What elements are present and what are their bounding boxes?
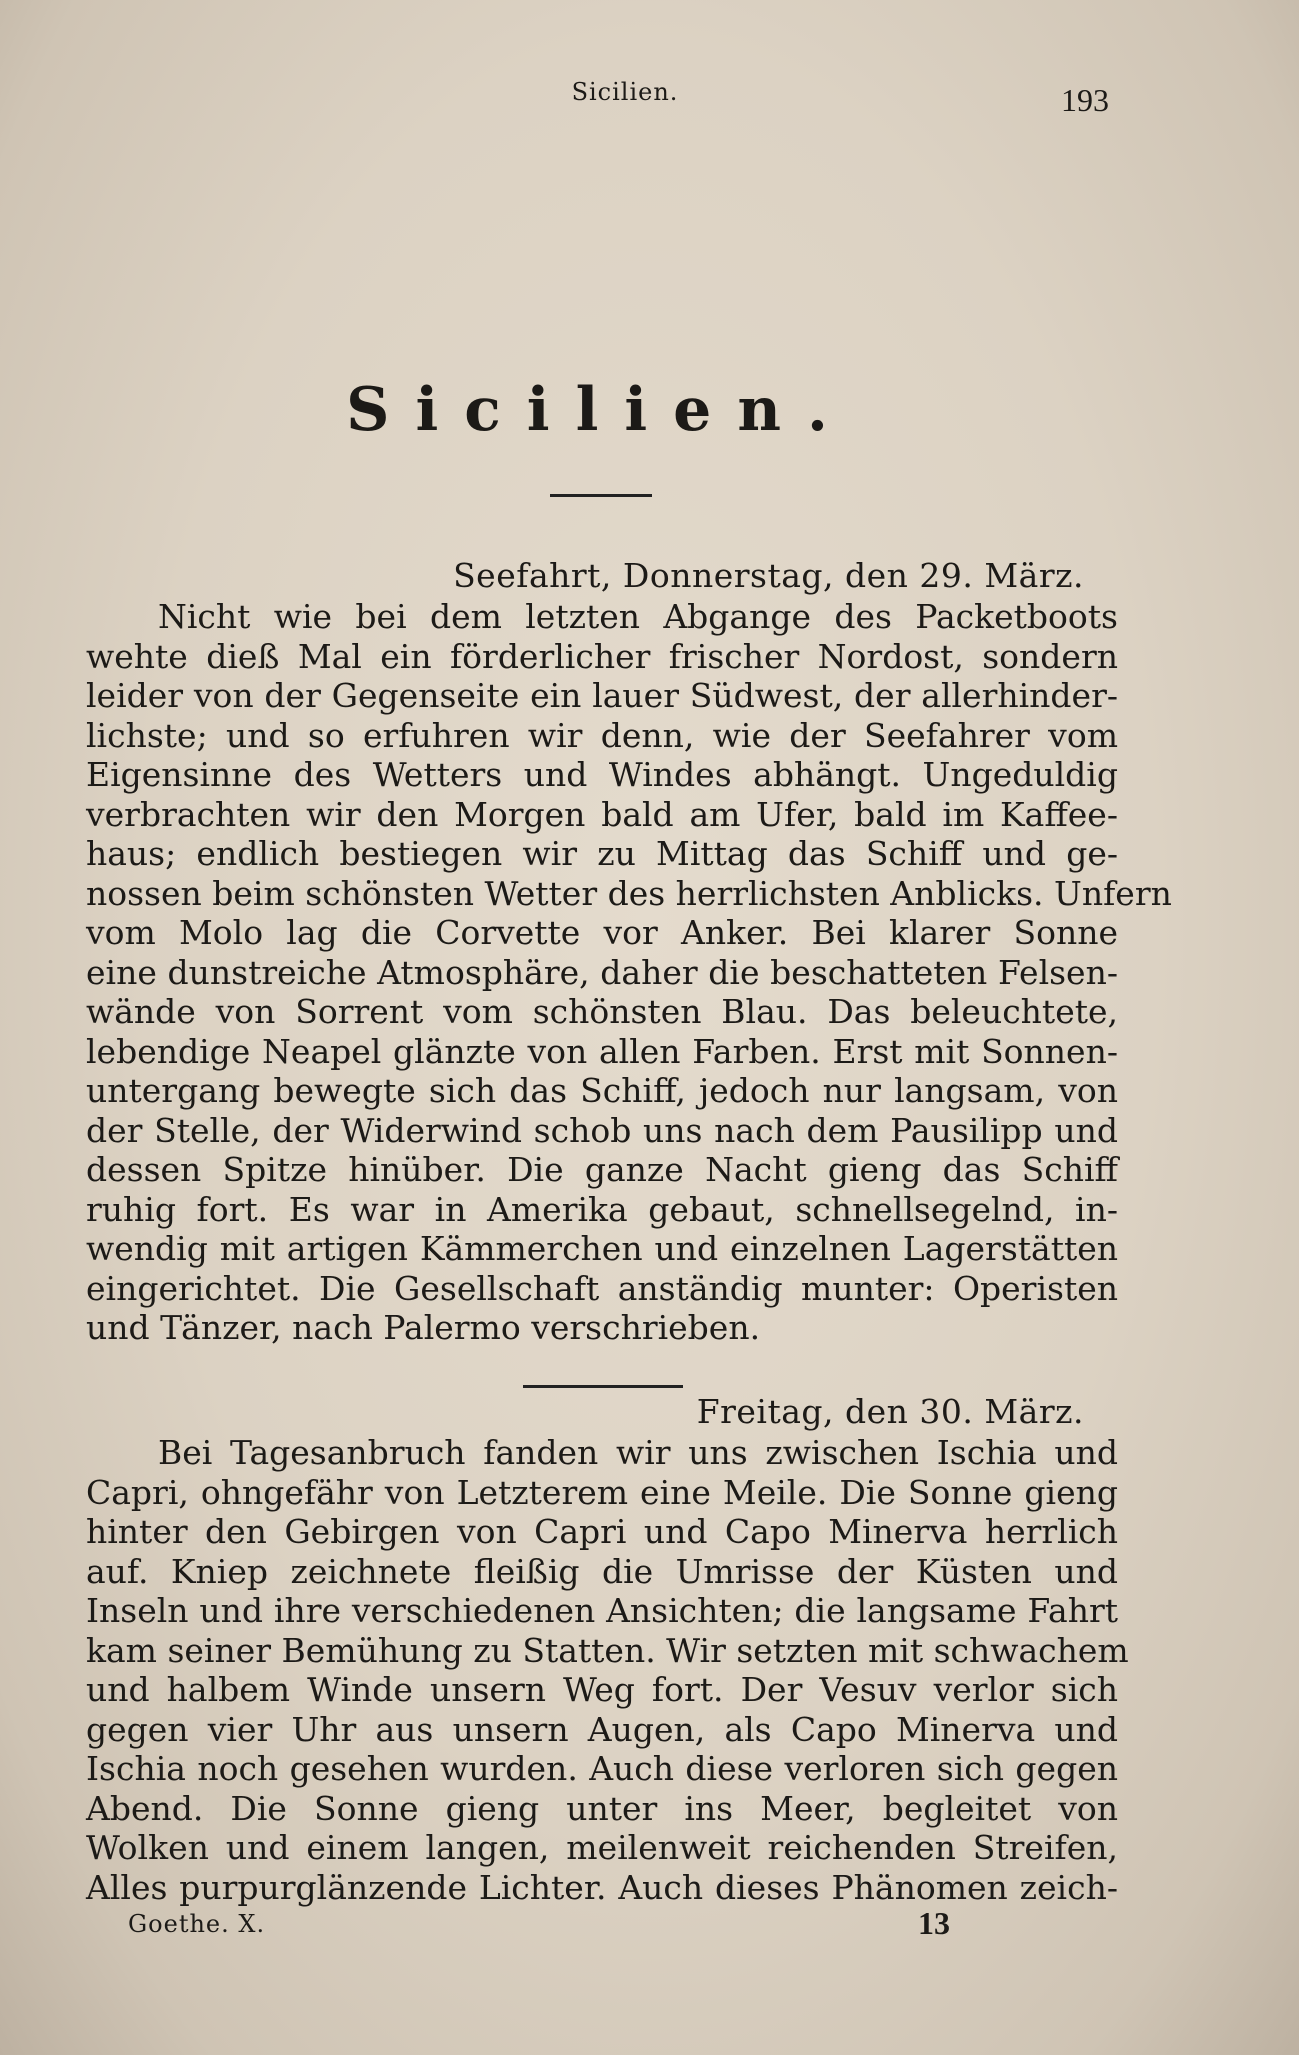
section-rule	[523, 1385, 683, 1388]
text-line: Nicht wie bei dem letzten Abgange des Packetboots	[158, 597, 1118, 636]
entry-dateline: Seefahrt, Donnerstag, den 29. März.	[453, 556, 1084, 595]
text-line: nossen beim schönsten Wetter des herrlichsten Anblicks. Unfern	[86, 873, 1172, 913]
text-line: Alles purpurglänzende Lichter. Auch dieses Phänomen zeich-	[86, 1867, 1118, 1907]
text-line: verbrachten wir den Morgen bald am Ufer, bald im Kaffee-	[86, 794, 1118, 834]
text-line: auf. Kniep zeichnete fleißig die Umrisse der Küsten und	[86, 1551, 1118, 1591]
text-line: und halbem Winde unsern Weg fort. Der Vesuv verlor sich	[86, 1670, 1118, 1709]
entry-paragraph	[86, 1433, 1129, 1907]
text-line: wände von Sorrent vom schönsten Blau. Das beleuchtete,	[86, 992, 1118, 1031]
text-line: untergang bewegte sich das Schiff, jedoch nur langsam, von	[86, 1071, 1118, 1110]
text-line: der Stelle, der Widerwind schob uns nach dem Pausilipp und	[86, 1110, 1118, 1150]
text-line: lebendige Neapel glänzte von allen Farben. Erst mit Sonnen-	[86, 1031, 1118, 1071]
page-number: 193	[1061, 82, 1109, 118]
text-line: leider von der Gegenseite ein lauer Südwest, der allerhinder-	[86, 676, 1118, 715]
text-line: dessen Spitze hinüber. Die ganze Nacht gieng das Schiff	[86, 1150, 1118, 1189]
text-line: Abend. Die Sonne gieng unter ins Meer, begleitet von	[86, 1788, 1118, 1828]
title-rule	[550, 494, 652, 497]
entry-dateline: Freitag, den 30. März.	[696, 1392, 1084, 1431]
text-line: Bei Tagesanbruch fanden wir uns zwischen Ischia und	[158, 1433, 1118, 1472]
text-line: Eigensinne des Wetters und Windes abhängt. Ungeduldig	[86, 755, 1118, 794]
text-line: Inseln und ihre verschiedenen Ansichten; die langsame Fahrt	[86, 1591, 1118, 1630]
text-line: Ischia noch gesehen wurden. Auch diese verloren sich gegen	[86, 1749, 1118, 1788]
text-line: Wolken und einem langen, meilenweit reichenden Streifen,	[86, 1828, 1118, 1867]
text-line: vom Molo lag die Corvette vor Anker. Bei klarer Sonne	[86, 913, 1118, 952]
text-line: lichste; und so erfuhren wir denn, wie der Seefahrer vom	[86, 715, 1118, 755]
text-line: eingerichtet. Die Gesellschaft anständig munter: Operisten	[86, 1268, 1118, 1308]
text-line: gegen vier Uhr aus unsern Augen, als Capo Minerva und	[86, 1709, 1118, 1749]
text-line: ruhig fort. Es war in Amerika gebaut, schnellsegelnd, in-	[86, 1189, 1118, 1229]
text-line: und Tänzer, nach Palermo verschrieben.	[86, 1308, 761, 1347]
entry-paragraph	[86, 597, 1172, 1348]
footer-signature: Goethe. X.	[128, 1910, 266, 1938]
text-line: wendig mit artigen Kämmerchen und einzelnen Lagerstätten	[86, 1229, 1118, 1268]
footer-sheet-number: 13	[918, 1905, 950, 1941]
text-line: haus; endlich bestiegen wir zu Mittag das Schiff und ge-	[86, 834, 1118, 873]
text-line: wehte dieß Mal ein förderlicher frischer Nordost, sondern	[86, 636, 1118, 676]
text-line: kam seiner Bemühung zu Statten. Wir setzten mit schwachem	[86, 1630, 1129, 1670]
text-line: Capri, ohngefähr von Letzterem eine Meile. Die Sonne gieng	[86, 1472, 1118, 1512]
chapter-title: Sicilien.	[346, 375, 854, 445]
text-line: hinter den Gebirgen von Capri und Capo Minerva herrlich	[86, 1512, 1118, 1551]
text-line: eine dunstreiche Atmosphäre, daher die beschatteten Felsen-	[86, 952, 1118, 992]
running-head: Sicilien.	[571, 78, 679, 106]
